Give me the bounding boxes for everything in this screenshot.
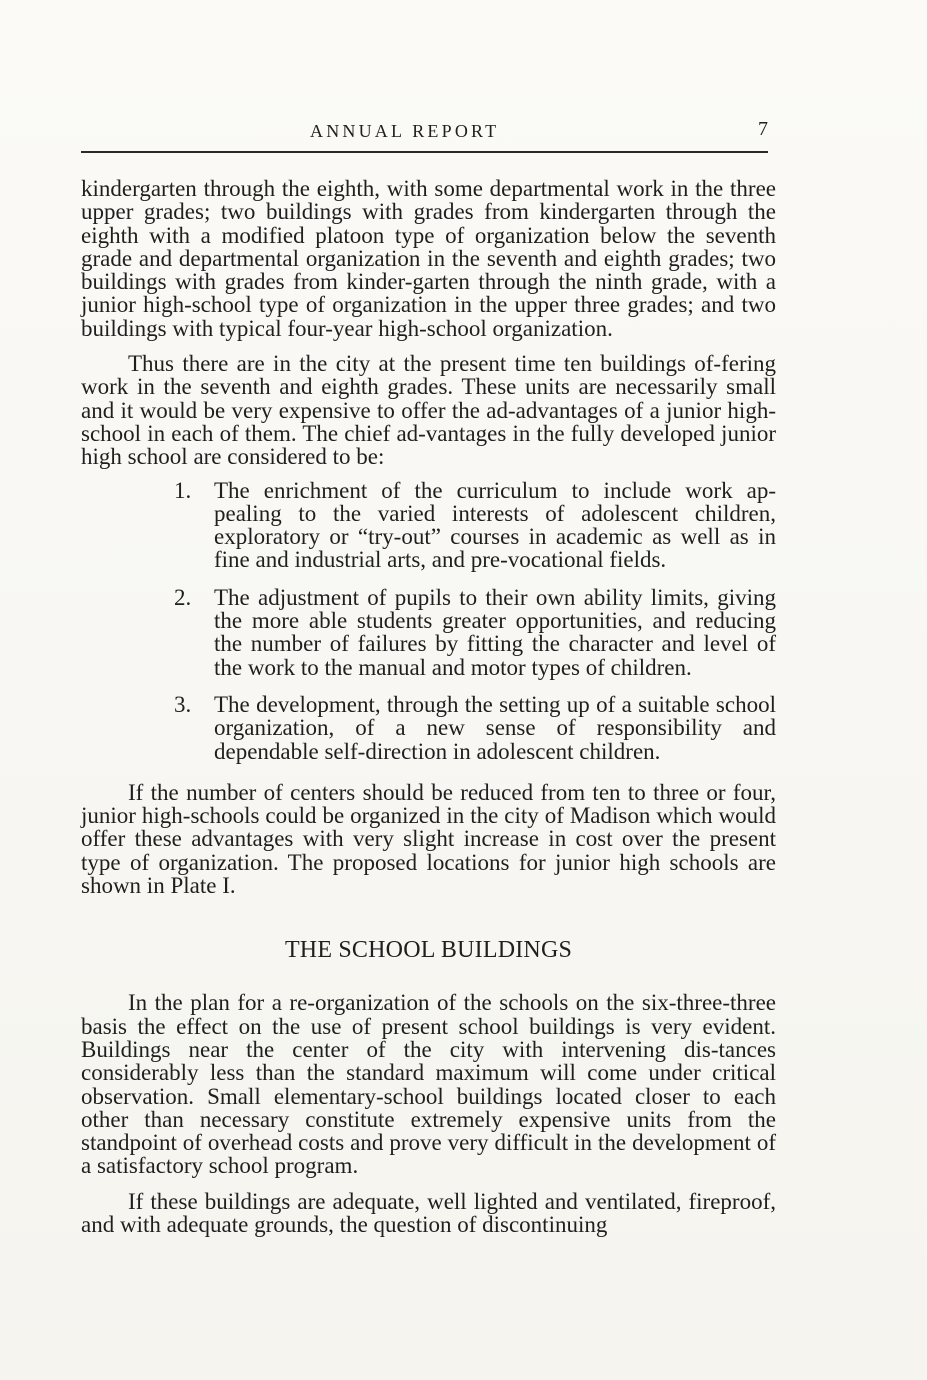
page-header [81,118,768,153]
page-number: 7 [758,118,768,140]
list-item-1 [174,477,776,573]
list-item-3 [174,691,776,764]
list-number-3: 3. [174,691,192,717]
list-text-3: The development, through the setting up of a suitable school organization, of a new sense of responsibility and dependable self-direction in adolescent children. [214,691,776,764]
list-text-1: The enrichment of the curriculum to include work ap-pealing to the varied interests of adolescent children, exploratory or “try-out” courses in academic as well as in fine and industrial arts, and pre-vocational fields. [214,477,776,573]
paragraph-4: In the plan for a re-organization of the schools on the six-three-three basis the effect on the use of present school buildings is very evident. Buildings near the center of the city with intervening dis-tances considerably less than the standard maximum will come under critical observation. Small elementary-school buildings located closer to each other than necessary constitute extremely expensive units from the standpoint of overhead costs and prove very difficult in the development of a satisfactory school program. [81,990,776,1179]
document-body [81,177,776,1236]
paragraph-2: Thus there are in the city at the present time ten buildings of-fering work in the seventh and eighth grades. These units are necessarily small and it would be very expensive to offer the ad-advantages of a junior high-school in each of them. The chief ad-vantages in the fully developed junior high school are considered to be: [81,351,776,470]
paragraph-1: kindergarten through the eighth, with some departmental work in the three upper grades; two buildings with grades from kindergarten through the eighth with a modified platoon type of organization below the seventh grade and departmental organization in the seventh and eighth grades; two buildings with grades from kinder-garten through the ninth grade, with a junior high-school type of organization in the upper three grades; and two buildings with typical four-year high-school organization. [81,176,776,341]
section-title: THE SCHOOL BUILDINGS [284,937,573,964]
list-item-2 [174,584,776,680]
paragraph-3: If the number of centers should be reduced from ten to three or four, junior high-schools could be organized in the city of Madison which would offer these advantages with very slight increase in cost over the present type of organization. The proposed locations for junior high schools are shown in Plate I. [81,779,776,899]
running-head: ANNUAL REPORT [310,121,500,141]
list-text-2: The adjustment of pupils to their own ability limits, giving the more able students greater opportunities, and reducing the number of failures by fitting the character and level of the work to the manual and motor types of children. [214,584,776,680]
list-number-1: 1. [174,477,192,503]
list-number-2: 2. [174,584,192,610]
paragraph-5: If these buildings are adequate, well lighted and ventilated, fireproof, and with adequate grounds, the question of discontinuing [81,1188,776,1237]
